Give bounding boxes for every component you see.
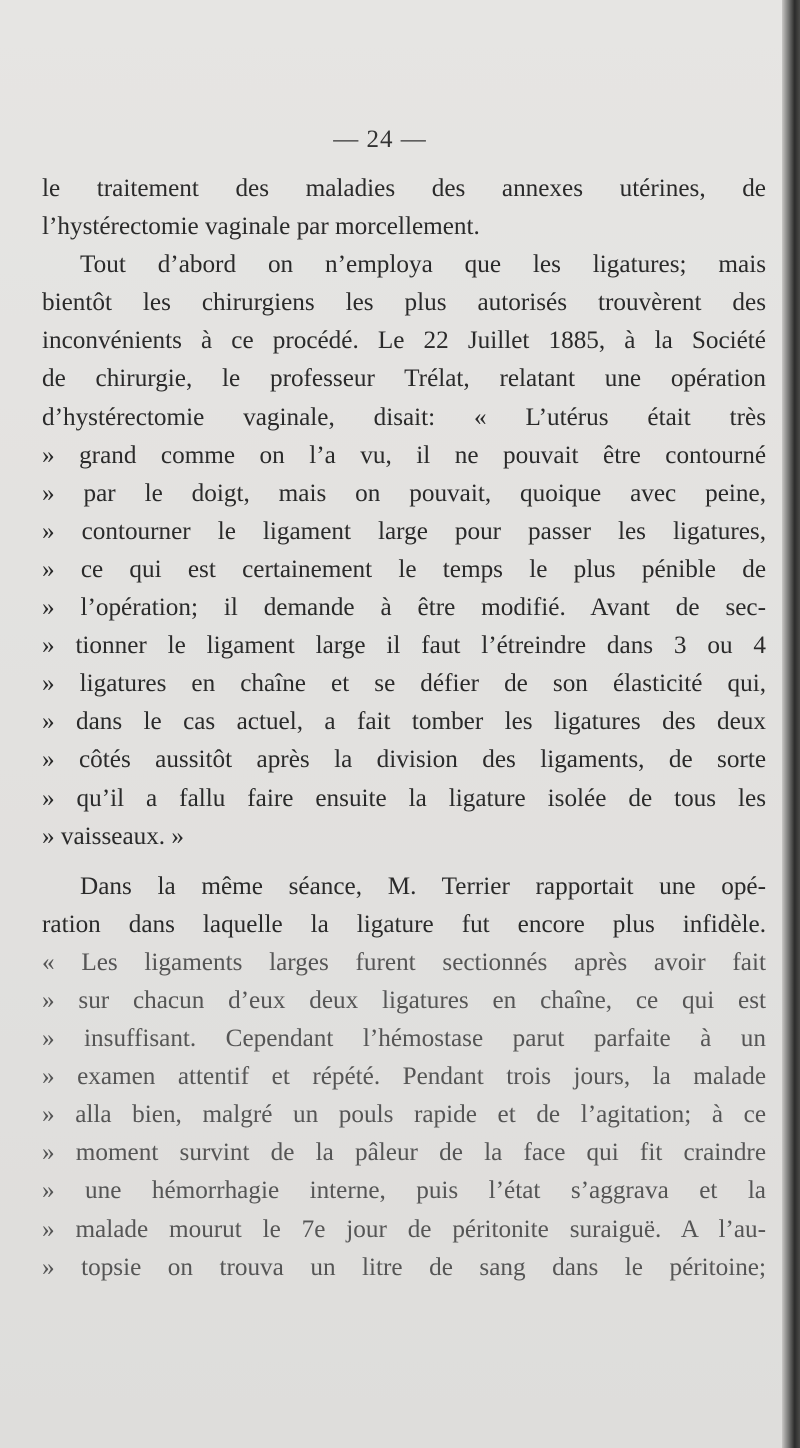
text-line: » malade mourut le 7e jour de péritonite suraiguë. A l’au- <box>42 1215 766 1243</box>
text-line: » examen attentif et répété. Pendant trois jours, la malade <box>42 1063 766 1091</box>
text-line: bientôt les chirurgiens les plus autorisés trouvèrent des <box>42 289 766 317</box>
text-line: » qu’il a fallu faire ensuite la ligature isolée de tous les <box>42 784 766 812</box>
text-line: » dans le cas actuel, a fait tomber les ligatures des deux <box>42 708 766 736</box>
text-line: ration dans laquelle la ligature fut encore plus infidèle. <box>42 910 766 938</box>
text-line: » côtés aussitôt après la division des ligaments, de sorte <box>42 746 766 774</box>
text-line: de chirurgie, le professeur Trélat, relatant une opération <box>42 365 766 393</box>
text-line: » l’opération; il demande à être modifié. Avant de sec- <box>42 594 766 622</box>
page-number: — 24 — <box>333 126 427 153</box>
text-line: » ligatures en chaîne et se défier de son élasticité qui, <box>42 670 766 698</box>
text-line: « Les ligaments larges furent sectionnés après avoir fait <box>42 948 766 976</box>
text-line: » contourner le ligament large pour passer les ligatures, <box>42 517 766 545</box>
text-line: l’hystérectomie vaginale par morcellement. <box>42 213 480 241</box>
text-line: Dans la même séance, M. Terrier rapportait une opé- <box>80 872 766 900</box>
text-line: » topsie on trouva un litre de sang dans le péritoine; <box>42 1253 766 1281</box>
text-line: » moment survint de la pâleur de la face qui fit craindre <box>42 1139 766 1167</box>
text-line: Tout d’abord on n’employa que les ligatures; mais <box>80 251 766 279</box>
text-line: » ce qui est certainement le temps le plus pénible de <box>42 555 766 583</box>
text-line: d’hystérectomie vaginale, disait: « L’utérus était très <box>42 403 766 431</box>
text-line: le traitement des maladies des annexes utérines, de <box>42 175 766 202</box>
text-line: » sur chacun d’eux deux ligatures en chaîne, ce qui est <box>42 986 766 1014</box>
text-line: » insuffisant. Cependant l’hémostase parut parfaite à un <box>42 1025 766 1053</box>
text-line: » vaisseaux. » <box>42 822 184 850</box>
text-line: » tionner le ligament large il faut l’étreindre dans 3 ou 4 <box>42 632 766 660</box>
body-text <box>42 170 766 1287</box>
paragraph-gap <box>42 856 766 868</box>
text-line: » par le doigt, mais on pouvait, quoique avec peine, <box>42 479 766 507</box>
text-line: » grand comme on l’a vu, il ne pouvait être contourné <box>42 441 766 469</box>
page-edge-shadow <box>782 0 800 1448</box>
text-line: » alla bien, malgré un pouls rapide et de l’agitation; à ce <box>42 1101 766 1129</box>
text-line: » une hémorrhagie interne, puis l’état s’aggrava et la <box>42 1177 766 1205</box>
text-line: inconvénients à ce procédé. Le 22 Juillet 1885, à la Société <box>42 327 766 355</box>
